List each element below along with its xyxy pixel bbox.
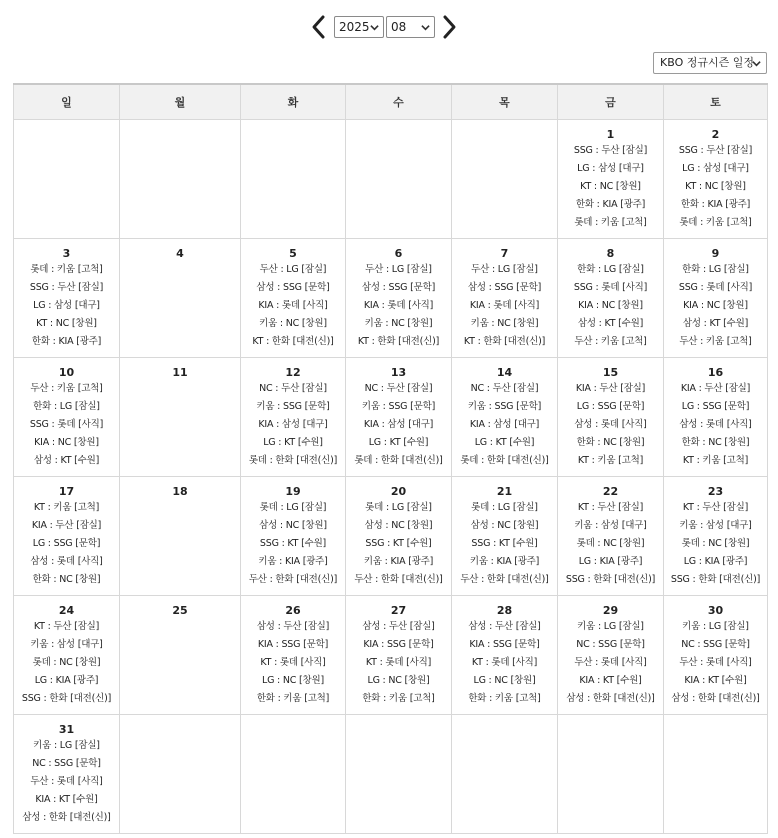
game-entry: 두산 : 한화 [대전(신)] xyxy=(460,574,549,585)
game-entry: 키움 : NC [창원] xyxy=(470,318,539,329)
game-entry: 롯데 : 키움 [고척] xyxy=(679,217,752,228)
game-entry: 두산 : 키움 [고척] xyxy=(574,336,647,347)
game-entry: KT : 두산 [잠실] xyxy=(577,502,644,513)
game-entry: 롯데 : LG [잠실] xyxy=(471,502,538,513)
calendar-day-cell xyxy=(558,358,664,477)
weekday-fri: 금 xyxy=(558,84,664,120)
game-entry: 롯데 : LG [잠실] xyxy=(365,502,432,513)
game-entry: 키움 : KIA [광주] xyxy=(469,556,540,567)
calendar-day-cell xyxy=(14,239,120,358)
game-entry: 한화 : NC [창원] xyxy=(576,437,645,448)
year-select[interactable] xyxy=(334,16,384,38)
game-entry: KT : 롯데 [사직] xyxy=(260,657,326,668)
chevron-down-icon xyxy=(370,23,379,32)
game-entry: NC : SSG [문학] xyxy=(681,639,750,650)
game-entry: KIA : KT [수원] xyxy=(684,675,747,686)
game-entry: 두산 : 키움 [고척] xyxy=(679,336,752,347)
calendar-day-cell xyxy=(452,477,558,596)
game-entry: 삼성 : 두산 [잠실] xyxy=(256,621,330,632)
game-entry: 두산 : 한화 [대전(신)] xyxy=(354,574,443,585)
game-entry: 한화 : 키움 [고척] xyxy=(362,693,435,704)
game-entry: 키움 : KIA [광주] xyxy=(258,556,328,567)
game-entry: 롯데 : NC [창원] xyxy=(681,538,750,549)
game-entry: LG : SSG [문학] xyxy=(576,401,645,412)
game-entry: 삼성 : NC [창원] xyxy=(259,520,327,531)
game-entry: NC : 두산 [잠실] xyxy=(364,383,433,394)
calendar-day-cell xyxy=(558,239,664,358)
day-number: 25 xyxy=(172,604,188,617)
calendar-empty-cell xyxy=(558,715,664,834)
game-entry: SSG : KT [수원] xyxy=(365,538,432,549)
game-entry: KIA : 두산 [잠실] xyxy=(680,383,751,394)
calendar-day-cell xyxy=(14,596,120,715)
day-number: 27 xyxy=(390,604,407,617)
game-entry: LG : 삼성 [대구] xyxy=(682,163,749,174)
calendar-empty-cell xyxy=(14,120,120,239)
day-number: 24 xyxy=(58,604,75,617)
calendar-day-cell xyxy=(558,120,664,239)
game-entry: KIA : 삼성 [대구] xyxy=(469,419,540,430)
calendar-empty-cell xyxy=(120,120,241,239)
game-entry: 삼성 : 두산 [잠실] xyxy=(362,621,435,632)
game-entry: 키움 : LG [잠실] xyxy=(682,621,749,632)
game-entry: 한화 : 키움 [고척] xyxy=(468,693,541,704)
game-entry: 키움 : LG [잠실] xyxy=(33,740,100,751)
calendar-day-cell xyxy=(241,477,346,596)
calendar-day-cell xyxy=(664,477,768,596)
day-number: 19 xyxy=(285,485,301,498)
calendar-day-cell xyxy=(120,596,241,715)
day-number: 21 xyxy=(496,485,513,498)
season-type-value: KBO 정규시즌 일정 xyxy=(660,56,754,69)
game-entry: 두산 : LG [잠실] xyxy=(471,264,538,275)
game-entry: 두산 : 롯데 [사직] xyxy=(30,776,103,787)
game-entry: 삼성 : KT [수원] xyxy=(577,318,644,329)
game-entry: 삼성 : 한화 [대전(신)] xyxy=(671,693,760,704)
game-entry: KIA : KT [수원] xyxy=(35,794,98,805)
game-entry: LG : KIA [광주] xyxy=(34,675,99,686)
day-number: 23 xyxy=(707,485,724,498)
calendar-day-cell xyxy=(452,358,558,477)
game-entry: SSG : KT [수원] xyxy=(259,538,327,549)
game-entry: LG : KIA [광주] xyxy=(578,556,643,567)
game-entry: NC : 두산 [잠실] xyxy=(470,383,539,394)
game-entry: LG : KT [수원] xyxy=(263,437,323,448)
game-entry: KT : NC [창원] xyxy=(36,318,97,329)
day-number: 4 xyxy=(176,247,184,260)
game-entry: 키움 : SSG [문학] xyxy=(256,401,330,412)
day-number: 3 xyxy=(62,247,71,260)
day-number: 6 xyxy=(394,247,403,260)
game-entry: 한화 : 키움 [고척] xyxy=(256,693,330,704)
game-entry: 두산 : 한화 [대전(신)] xyxy=(248,574,338,585)
game-entry: KT : 한화 [대전(신)] xyxy=(463,336,546,347)
calendar-empty-cell xyxy=(452,715,558,834)
calendar-week-row xyxy=(14,596,768,715)
day-number: 9 xyxy=(711,247,720,260)
game-entry: 롯데 : NC [창원] xyxy=(32,657,101,668)
game-entry: LG : NC [창원] xyxy=(367,675,430,686)
game-entry: KIA : 삼성 [대구] xyxy=(258,419,328,430)
game-entry: LG : 삼성 [대구] xyxy=(33,300,100,311)
game-entry: NC : 두산 [잠실] xyxy=(259,383,327,394)
game-entry: 삼성 : 한화 [대전(신)] xyxy=(566,693,655,704)
game-entry: KT : 두산 [잠실] xyxy=(682,502,749,513)
game-entry: 삼성 : 한화 [대전(신)] xyxy=(22,812,111,823)
game-entry: LG : NC [창원] xyxy=(261,675,325,686)
calendar-day-cell xyxy=(241,239,346,358)
game-entry: LG : KIA [광주] xyxy=(683,556,748,567)
game-entry: NC : SSG [문학] xyxy=(576,639,645,650)
calendar-day-cell xyxy=(120,358,241,477)
game-entry: KIA : SSG [문학] xyxy=(363,639,434,650)
game-entry: SSG : 한화 [대전(신)] xyxy=(565,574,656,585)
game-entry: SSG : 롯데 [사직] xyxy=(678,282,753,293)
game-entry: 삼성 : SSG [문학] xyxy=(256,282,330,293)
calendar-week-row xyxy=(14,477,768,596)
game-entry: KIA : 롯데 [사직] xyxy=(258,300,328,311)
calendar-empty-cell xyxy=(664,715,768,834)
prev-month-arrow-icon[interactable] xyxy=(310,14,328,40)
game-entry: 두산 : LG [잠실] xyxy=(365,264,432,275)
weekday-sat: 토 xyxy=(664,84,768,120)
game-entry: KIA : 삼성 [대구] xyxy=(363,419,434,430)
game-entry: 삼성 : SSG [문학] xyxy=(467,282,542,293)
day-number: 14 xyxy=(496,366,513,379)
chevron-down-icon xyxy=(421,23,430,32)
calendar-day-cell xyxy=(558,596,664,715)
game-entry: 삼성 : 두산 [잠실] xyxy=(468,621,541,632)
game-entry: 한화 : NC [창원] xyxy=(681,437,750,448)
game-entry: KT : 키움 [고척] xyxy=(682,455,749,466)
calendar-day-cell xyxy=(14,477,120,596)
game-entry: SSG : 두산 [잠실] xyxy=(29,282,104,293)
weekday-sun: 일 xyxy=(14,84,120,120)
weekday-wed: 수 xyxy=(346,84,452,120)
game-entry: NC : SSG [문학] xyxy=(32,758,101,769)
game-entry: LG : NC [창원] xyxy=(473,675,536,686)
game-entry: KT : NC [창원] xyxy=(580,181,641,192)
game-entry: 키움 : KIA [광주] xyxy=(363,556,434,567)
calendar-day-cell xyxy=(346,239,452,358)
game-entry: LG : 삼성 [대구] xyxy=(577,163,644,174)
game-entry: 롯데 : 키움 [고척] xyxy=(30,264,103,275)
game-entry: KIA : 두산 [잠실] xyxy=(575,383,646,394)
weekday-thu: 목 xyxy=(452,84,558,120)
game-entry: KIA : NC [창원] xyxy=(578,300,643,311)
game-entry: 한화 : LG [잠실] xyxy=(682,264,749,275)
game-entry: SSG : KT [수원] xyxy=(471,538,538,549)
day-number: 18 xyxy=(172,485,188,498)
day-number: 28 xyxy=(496,604,513,617)
game-entry: KIA : KT [수원] xyxy=(579,675,642,686)
day-number: 11 xyxy=(172,366,188,379)
calendar-day-cell xyxy=(241,596,346,715)
calendar-day-cell xyxy=(120,477,241,596)
calendar-day-cell xyxy=(346,477,452,596)
game-entry: 롯데 : 한화 [대전(신)] xyxy=(460,455,549,466)
season-type-select[interactable] xyxy=(653,52,767,74)
calendar-day-cell xyxy=(664,358,768,477)
day-number: 7 xyxy=(500,247,509,260)
month-navigation xyxy=(0,12,778,42)
calendar-day-cell xyxy=(14,715,120,834)
day-number: 5 xyxy=(289,247,297,260)
calendar-day-cell xyxy=(346,596,452,715)
game-entry: KT : NC [창원] xyxy=(685,181,746,192)
calendar-day-cell xyxy=(120,239,241,358)
calendar-empty-cell xyxy=(120,715,241,834)
calendar-empty-cell xyxy=(346,715,452,834)
game-entry: 키움 : NC [창원] xyxy=(364,318,433,329)
game-entry: 한화 : NC [창원] xyxy=(32,574,101,585)
calendar-empty-cell xyxy=(241,120,346,239)
day-number: 31 xyxy=(58,723,75,736)
game-entry: SSG : 두산 [잠실] xyxy=(678,145,753,156)
day-number: 29 xyxy=(602,604,619,617)
game-entry: LG : SSG [문학] xyxy=(681,401,750,412)
game-entry: KT : 키움 [고척] xyxy=(577,455,644,466)
game-entry: KIA : SSG [문학] xyxy=(469,639,540,650)
day-number: 30 xyxy=(707,604,724,617)
game-entry: KIA : 롯데 [사직] xyxy=(363,300,434,311)
day-number: 1 xyxy=(606,128,615,141)
next-month-arrow-icon[interactable] xyxy=(440,14,458,40)
game-entry: 롯데 : 한화 [대전(신)] xyxy=(354,455,443,466)
day-number: 2 xyxy=(711,128,720,141)
day-number: 22 xyxy=(602,485,619,498)
calendar-day-cell xyxy=(14,358,120,477)
game-entry: 삼성 : SSG [문학] xyxy=(361,282,436,293)
game-entry: SSG : 한화 [대전(신)] xyxy=(21,693,112,704)
day-number: 20 xyxy=(390,485,407,498)
game-entry: 롯데 : 키움 [고척] xyxy=(574,217,647,228)
calendar-day-cell xyxy=(346,358,452,477)
game-entry: 키움 : SSG [문학] xyxy=(361,401,436,412)
game-entry: KT : 한화 [대전(신)] xyxy=(357,336,440,347)
game-entry: 키움 : LG [잠실] xyxy=(577,621,644,632)
game-entry: 두산 : 롯데 [사직] xyxy=(574,657,647,668)
game-entry: 한화 : LG [잠실] xyxy=(33,401,100,412)
calendar-empty-cell xyxy=(241,715,346,834)
calendar-day-cell xyxy=(558,477,664,596)
game-entry: 키움 : 삼성 [대구] xyxy=(30,639,103,650)
calendar-day-cell xyxy=(664,120,768,239)
game-entry: 롯데 : 한화 [대전(신)] xyxy=(248,455,338,466)
weekday-mon: 월 xyxy=(120,84,241,120)
game-entry: KIA : SSG [문학] xyxy=(257,639,329,650)
game-entry: SSG : 롯데 [사직] xyxy=(573,282,648,293)
calendar-week-row xyxy=(14,358,768,477)
day-number: 15 xyxy=(602,366,619,379)
game-entry: 두산 : 키움 [고척] xyxy=(30,383,103,394)
game-entry: 키움 : 삼성 [대구] xyxy=(679,520,752,531)
game-entry: 삼성 : 롯데 [사직] xyxy=(574,419,647,430)
game-entry: KIA : NC [창원] xyxy=(683,300,748,311)
game-entry: 키움 : NC [창원] xyxy=(259,318,327,329)
day-number: 26 xyxy=(285,604,301,617)
calendar-day-cell xyxy=(664,596,768,715)
calendar-empty-cell xyxy=(452,120,558,239)
calendar-week-row xyxy=(14,239,768,358)
calendar-body xyxy=(14,120,768,834)
game-entry: KT : 롯데 [사직] xyxy=(471,657,538,668)
calendar-week-row xyxy=(14,715,768,834)
game-entry: 한화 : KIA [광주] xyxy=(575,199,646,210)
game-entry: SSG : 두산 [잠실] xyxy=(573,145,648,156)
month-select-value: 08 xyxy=(391,20,407,34)
game-entry: 한화 : KIA [광주] xyxy=(31,336,102,347)
calendar-day-cell xyxy=(452,239,558,358)
game-entry: SSG : 한화 [대전(신)] xyxy=(670,574,761,585)
game-entry: KT : 한화 [대전(신)] xyxy=(252,336,334,347)
year-select-value: 2025 xyxy=(339,20,370,34)
game-entry: 삼성 : 롯데 [사직] xyxy=(679,419,752,430)
weekday-header-row xyxy=(14,84,768,120)
game-entry: 롯데 : LG [잠실] xyxy=(259,502,327,513)
weekday-tue: 화 xyxy=(241,84,346,120)
day-number: 8 xyxy=(606,247,615,260)
chevron-down-icon xyxy=(752,59,761,68)
game-entry: LG : KT [수원] xyxy=(474,437,535,448)
calendar-week-row xyxy=(14,120,768,239)
game-entry: 삼성 : NC [창원] xyxy=(470,520,539,531)
game-entry: SSG : 롯데 [사직] xyxy=(29,419,104,430)
day-number: 16 xyxy=(707,366,724,379)
month-select[interactable] xyxy=(386,16,435,38)
game-entry: KT : 두산 [잠실] xyxy=(33,621,100,632)
day-number: 13 xyxy=(390,366,407,379)
game-entry: KT : 롯데 [사직] xyxy=(365,657,432,668)
game-entry: 두산 : 롯데 [사직] xyxy=(679,657,752,668)
game-entry: 키움 : SSG [문학] xyxy=(467,401,542,412)
game-entry: 두산 : LG [잠실] xyxy=(259,264,327,275)
day-number: 12 xyxy=(285,366,301,379)
game-entry: 롯데 : NC [창원] xyxy=(576,538,645,549)
game-entry: LG : SSG [문학] xyxy=(32,538,101,549)
game-entry: LG : KT [수원] xyxy=(368,437,429,448)
game-entry: 삼성 : 롯데 [사직] xyxy=(30,556,103,567)
game-entry: KIA : 롯데 [사직] xyxy=(469,300,540,311)
calendar-day-cell xyxy=(664,239,768,358)
day-number: 10 xyxy=(58,366,75,379)
calendar-day-cell xyxy=(241,358,346,477)
game-entry: 키움 : 삼성 [대구] xyxy=(574,520,647,531)
game-entry: 삼성 : NC [창원] xyxy=(364,520,433,531)
game-entry: KIA : NC [창원] xyxy=(34,437,99,448)
game-entry: KIA : 두산 [잠실] xyxy=(31,520,102,531)
schedule-calendar xyxy=(13,83,768,834)
day-number: 17 xyxy=(58,485,75,498)
game-entry: 삼성 : KT [수원] xyxy=(33,455,100,466)
calendar-day-cell xyxy=(452,596,558,715)
calendar-empty-cell xyxy=(346,120,452,239)
game-entry: 삼성 : KT [수원] xyxy=(682,318,749,329)
game-entry: KT : 키움 [고척] xyxy=(33,502,100,513)
game-entry: 한화 : LG [잠실] xyxy=(577,264,644,275)
game-entry: 한화 : KIA [광주] xyxy=(680,199,751,210)
